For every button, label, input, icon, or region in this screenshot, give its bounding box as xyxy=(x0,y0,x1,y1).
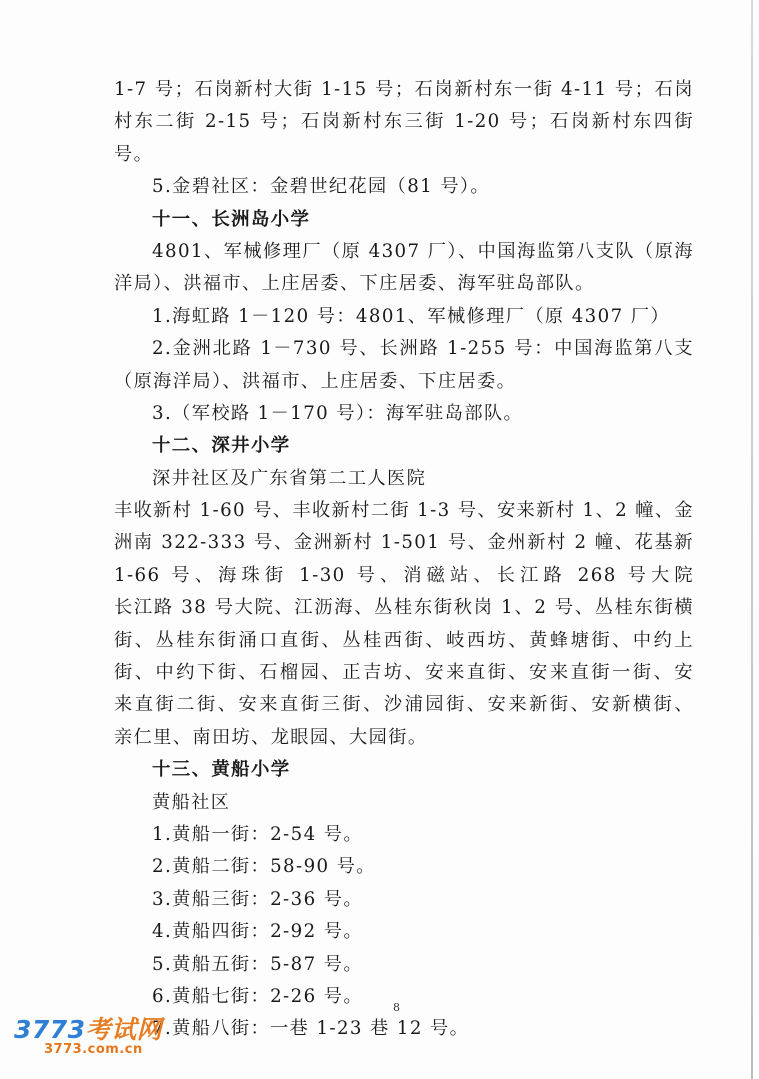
text-line: 丰收新村 1-60 号、丰收新村二街 1-3 号、安来新村 1、2 幢、金 xyxy=(114,500,694,522)
list-item: 6.黄船七街：2-26 号。 xyxy=(152,985,363,1007)
text-line: 村东二街 2-15 号；石岗新村东三街 1-20 号；石岗新村东四街 xyxy=(114,111,694,133)
text-line: 街、中约下街、石榴园、正吉坊、安来直街、安来直街一街、安 xyxy=(114,662,694,684)
site-watermark xyxy=(14,1010,184,1066)
list-item: 深井社区及广东省第二工人医院 xyxy=(152,467,427,489)
scan-edge xyxy=(751,0,753,1079)
page-number: 8 xyxy=(393,1001,400,1014)
list-item: 4801、军械修理厂（原 4307 厂）、中国海监第八支队（原海 xyxy=(152,240,694,262)
document-body xyxy=(114,74,694,1046)
watermark-logo-text: 考试网 xyxy=(85,1015,163,1044)
text-line: （原海洋局）、洪福市、上庄居委、下庄居委。 xyxy=(114,370,517,392)
text-line: 街、丛桂东街涌口直街、丛桂西街、岐西坊、黄蜂塘街、中约上 xyxy=(114,629,694,651)
text-line: 洋局）、洪福市、上庄居委、下庄居委、海军驻岛部队。 xyxy=(114,273,595,295)
text-line: 长江路 38 号大院、江沥海、丛桂东街秋岗 1、2 号、丛桂东街横 xyxy=(114,597,694,619)
list-item: 4.黄船四街：2-92 号。 xyxy=(152,921,363,943)
section-heading: 十二、深井小学 xyxy=(152,435,291,457)
list-item: 1.黄船一街：2-54 号。 xyxy=(152,823,363,845)
section-heading: 十一、长洲岛小学 xyxy=(152,208,311,230)
list-item: 1.海虹路 1－120 号：4801、军械修理厂（原 4307 厂） xyxy=(152,305,670,327)
list-item: 5.金碧社区：金碧世纪花园（81 号）。 xyxy=(152,176,490,198)
list-item: 黄船社区 xyxy=(152,791,231,813)
list-item: 5.黄船五街：5-87 号。 xyxy=(152,953,363,975)
watermark-logo xyxy=(14,1010,162,1046)
text-line: 1-66 号、海珠街 1-30 号、消磁站、长江路 268 号大院 xyxy=(114,564,694,586)
list-item: 3.（军校路 1－170 号）：海军驻岛部队。 xyxy=(152,402,524,424)
list-item: 2.黄船二街：58-90 号。 xyxy=(152,856,376,878)
list-item: 3.黄船三街：2-36 号。 xyxy=(152,888,363,910)
text-line: 亲仁里、南田坊、龙眼园、大园街。 xyxy=(114,726,428,748)
watermark-url: 3773.com.cn xyxy=(44,1042,143,1057)
text-line: 1-7 号；石岗新村大街 1-15 号；石岗新村东一街 4-11 号；石岗 xyxy=(114,79,694,100)
list-item: 2.金洲北路 1－730 号、长洲路 1-255 号：中国海监第八支 xyxy=(152,338,694,360)
watermark-logo-digits: 3773 xyxy=(14,1015,86,1044)
list-item: 7.黄船八街：一巷 1-23 巷 12 号。 xyxy=(152,1018,470,1040)
section-heading: 十三、黄船小学 xyxy=(152,759,291,781)
text-line: 号。 xyxy=(114,143,154,165)
text-line: 来直街二街、安来直街三街、沙浦园街、安来新街、安新横街、 xyxy=(114,694,694,716)
text-line: 洲南 322-333 号、金洲新村 1-501 号、金州新村 2 幢、花基新 xyxy=(114,532,694,554)
